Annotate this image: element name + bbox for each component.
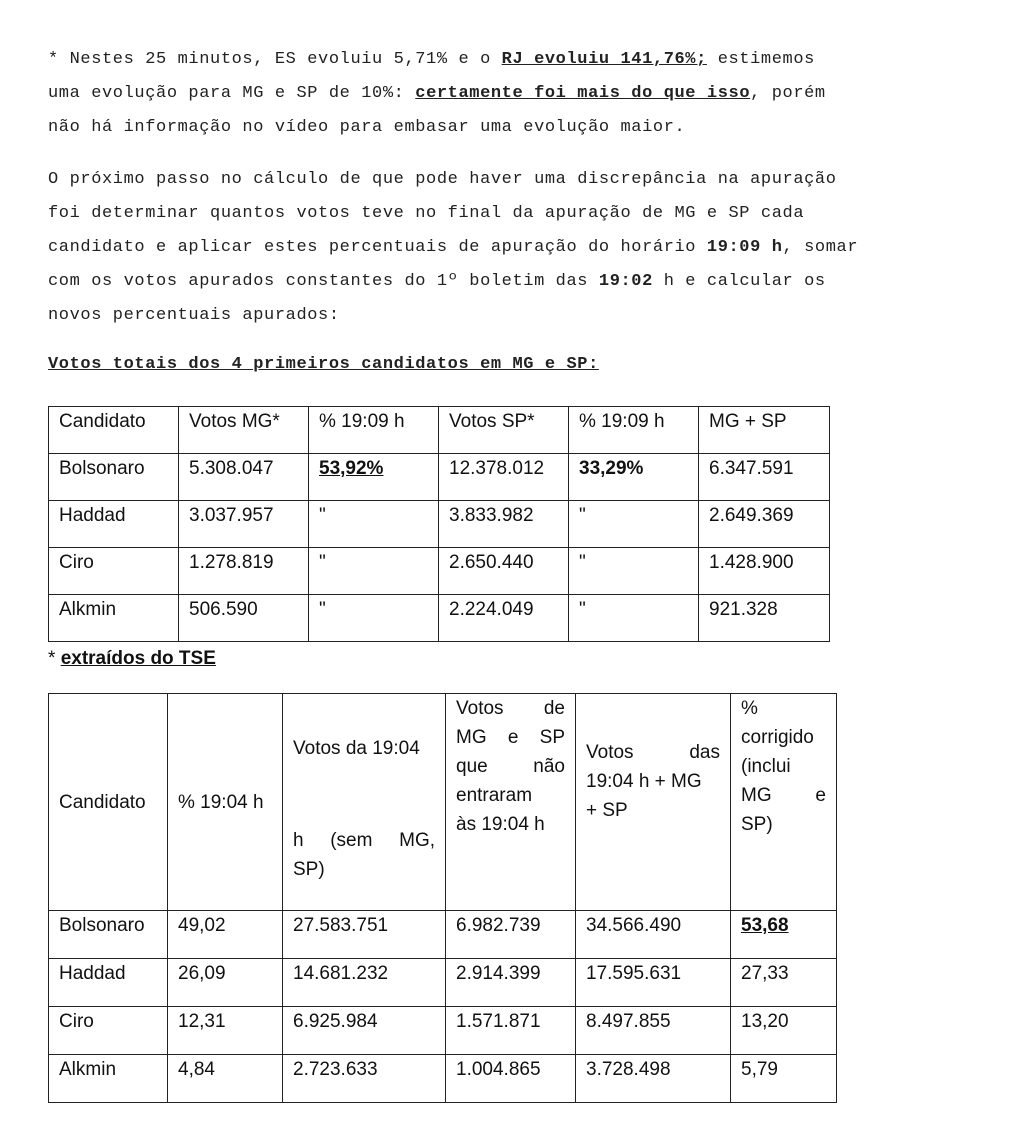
table-cell: 17.595.631 [576, 959, 731, 1007]
table-cell: 1.004.865 [446, 1055, 576, 1103]
intro-paragraph [48, 43, 928, 145]
table-cell: 12,31 [168, 1007, 283, 1055]
table-cell: 6.982.739 [446, 911, 576, 959]
table-cell: 5,79 [731, 1055, 837, 1103]
table-header-row [49, 407, 830, 454]
table-row [49, 959, 837, 1007]
method-line-3: candidato e aplicar estes percentuais de apuração do horário 19:09 h, somar [48, 238, 859, 257]
table-cell: 13,20 [731, 1007, 837, 1055]
time-1909: 19:09 h [706, 238, 783, 257]
method-line-2: foi determinar quantos votos teve no final da apuração de MG e SP cada [48, 204, 805, 223]
table-cell: 2.650.440 [439, 548, 569, 595]
table-row [49, 595, 830, 642]
table-cell: " [309, 501, 439, 548]
table-header-row [49, 694, 837, 911]
table-cell: 33,29% [569, 454, 699, 501]
table-cell: 3.037.957 [179, 501, 309, 548]
table-cell: " [309, 595, 439, 642]
table-cell: 2.649.369 [699, 501, 830, 548]
table-cell: 3.728.498 [576, 1055, 731, 1103]
table-cell: 27,33 [731, 959, 837, 1007]
header-cell: % corrigido (inclui MG e SP) [731, 694, 837, 911]
certainly-more-highlight: certamente foi mais do que isso [415, 84, 751, 103]
table-cell: 3.833.982 [439, 501, 569, 548]
method-line-4: com os votos apurados constantes do 1º boletim das 19:02 h e calcular os [48, 272, 826, 291]
header-cell: % 19:09 h [309, 407, 439, 454]
time-1902: 19:02 [598, 272, 653, 291]
table-cell: 2.914.399 [446, 959, 576, 1007]
table-cell: Alkmin [49, 595, 179, 642]
table-cell: 1.278.819 [179, 548, 309, 595]
table-row [49, 454, 830, 501]
intro-line-2: uma evolução para MG e SP de 10%: certamente foi mais do que isso, porém [48, 84, 826, 103]
method-line-5: novos percentuais apurados: [48, 306, 340, 325]
table-cell: 12.378.012 [439, 454, 569, 501]
table-cell: 4,84 [168, 1055, 283, 1103]
rj-evolution-highlight: RJ evoluiu 141,76%; [501, 50, 707, 69]
table-cell: 26,09 [168, 959, 283, 1007]
table-cell: Haddad [49, 959, 168, 1007]
table-row [49, 1007, 837, 1055]
header-cell: Candidato [49, 407, 179, 454]
table-cell: 921.328 [699, 595, 830, 642]
header-cell: Votos SP* [439, 407, 569, 454]
votes-mg-sp-table [48, 406, 830, 642]
table-cell: " [569, 548, 699, 595]
table-cell: 506.590 [179, 595, 309, 642]
header-cell: Votos MG* [179, 407, 309, 454]
table-cell: Haddad [49, 501, 179, 548]
table-cell: Ciro [49, 548, 179, 595]
table-cell: 1.428.900 [699, 548, 830, 595]
table-row [49, 548, 830, 595]
header-cell: % 19:09 h [569, 407, 699, 454]
table-cell: 53,68 [731, 911, 837, 959]
method-line-1: O próximo passo no cálculo de que pode haver uma discrepância na apuração [48, 170, 837, 189]
table-cell: Bolsonaro [49, 454, 179, 501]
table-cell: 53,92% [309, 454, 439, 501]
table-cell: " [309, 548, 439, 595]
header-cell: Candidato [49, 694, 168, 911]
table-cell: Ciro [49, 1007, 168, 1055]
header-cell: Votos das 19:04 h + MG + SP [576, 694, 731, 911]
table-cell: 6.347.591 [699, 454, 830, 501]
table-cell: 49,02 [168, 911, 283, 959]
intro-line-3: não há informação no vídeo para embasar uma evolução maior. [48, 118, 686, 137]
source-note: * extraídos do TSE [48, 648, 216, 669]
header-cell: Votos da 19:04 h (sem MG, SP) [283, 694, 446, 911]
table-cell: 14.681.232 [283, 959, 446, 1007]
table-row [49, 1055, 837, 1103]
intro-line-1: * Nestes 25 minutos, ES evoluiu 5,71% e o RJ evoluiu 141,76%; estimemos [48, 50, 815, 69]
source-note-text: extraídos do TSE [60, 648, 216, 669]
table-cell: " [569, 501, 699, 548]
table-cell: Bolsonaro [49, 911, 168, 959]
table-cell: 1.571.871 [446, 1007, 576, 1055]
table-cell: 8.497.855 [576, 1007, 731, 1055]
corrected-percent-table [48, 693, 837, 1103]
method-paragraph [48, 163, 928, 333]
table-cell: " [569, 595, 699, 642]
table-cell: 5.308.047 [179, 454, 309, 501]
table-cell: 6.925.984 [283, 1007, 446, 1055]
table-cell: 2.723.633 [283, 1055, 446, 1103]
table-cell: Alkmin [49, 1055, 168, 1103]
section-heading: Votos totais dos 4 primeiros candidatos em MG e SP: [48, 355, 599, 374]
table-row [49, 501, 830, 548]
table-cell: 2.224.049 [439, 595, 569, 642]
header-cell: % 19:04 h [168, 694, 283, 911]
header-cell: MG + SP [699, 407, 830, 454]
header-cell: Votos de MG e SP que não entraram às 19:04 h [446, 694, 576, 911]
table-cell: 27.583.751 [283, 911, 446, 959]
table-row [49, 911, 837, 959]
table-cell: 34.566.490 [576, 911, 731, 959]
